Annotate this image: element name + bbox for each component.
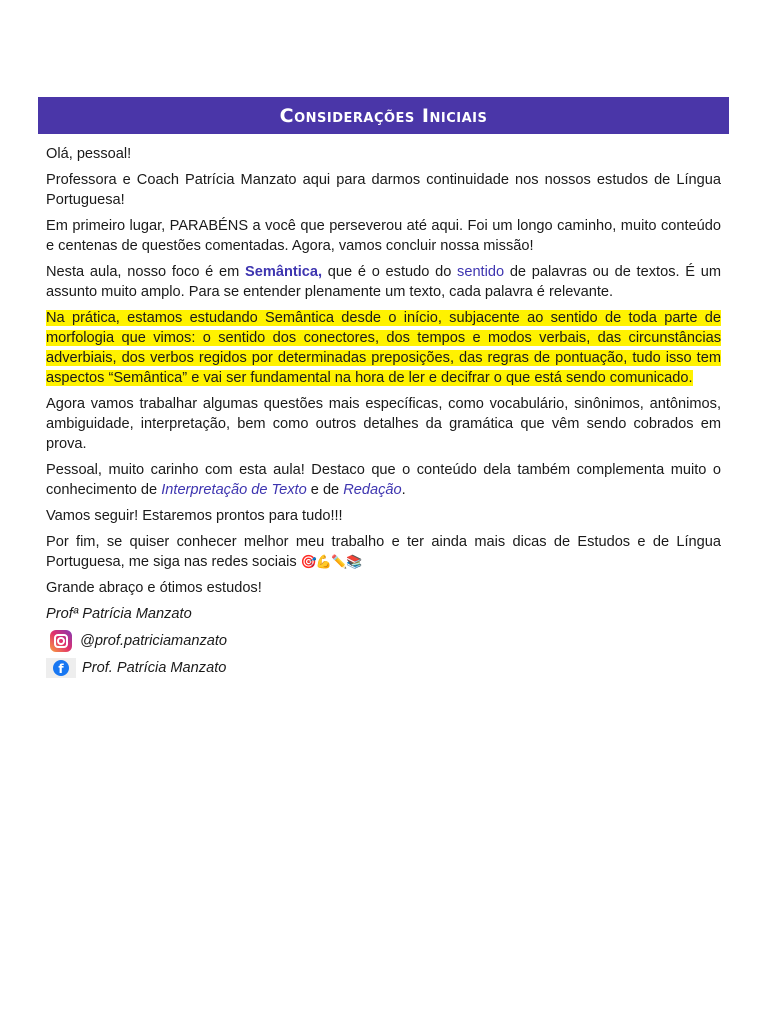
facebook-icon: f xyxy=(53,660,69,676)
redacao-link[interactable]: Redação xyxy=(343,482,402,498)
section-title: Considerações Iniciais xyxy=(279,104,488,127)
go-paragraph: Vamos seguir! Estaremos prontos para tudo!!! xyxy=(46,508,343,524)
document-page xyxy=(38,97,729,684)
focus-paragraph xyxy=(46,262,721,302)
highlighted-paragraph xyxy=(46,308,721,388)
semantica-term: Semântica, xyxy=(245,264,323,280)
specific-paragraph: Agora vamos trabalhar algumas questões mais específicas, como vocabulário, sinônimos, antônimos, ambiguidade, interpretação, bem como outros detalhes da gramática que vêm sendo cobrados em prova. xyxy=(46,396,721,452)
facebook-icon-wrap xyxy=(46,658,76,678)
care-text-c: . xyxy=(401,482,406,498)
signature: Profª Patrícia Manzato xyxy=(46,606,192,622)
document-body xyxy=(38,144,729,678)
finally-text: Por fim, se quiser conhecer melhor meu trabalho e ter ainda mais dicas de Estudos e de Língua Portuguesa, me siga nas redes sociais xyxy=(46,534,721,570)
interpretacao-link[interactable]: Interpretação de Texto xyxy=(161,482,307,498)
greeting-paragraph: Olá, pessoal! xyxy=(46,146,132,162)
closing-paragraph: Grande abraço e ótimos estudos! xyxy=(46,580,262,596)
focus-text-b: que é o estudo do xyxy=(322,264,458,280)
facebook-name[interactable]: Prof. Patrícia Manzato xyxy=(82,660,227,676)
finally-paragraph xyxy=(46,532,721,572)
care-paragraph xyxy=(46,460,721,500)
instagram-row[interactable] xyxy=(46,630,721,652)
focus-text-c: de palavras ou de textos. É um assunto muito amplo. Para se entender plenamente um texto, cada palavra é relevante. xyxy=(46,264,721,300)
focus-text-a: Nesta aula, nosso foco é em xyxy=(46,264,246,280)
emoji-icons: 🎯💪✏️📚 xyxy=(300,554,362,569)
instagram-icon xyxy=(50,630,72,652)
facebook-row[interactable] xyxy=(46,658,721,678)
sentido-term: sentido xyxy=(457,264,505,280)
instagram-handle[interactable]: @prof.patriciamanzato xyxy=(80,633,228,649)
intro-paragraph: Professora e Coach Patrícia Manzato aqui para darmos continuidade nos nossos estudos de Língua Portuguesa! xyxy=(46,172,721,208)
care-text-a: Pessoal, muito carinho com esta aula! Destaco que o conteúdo dela também complementa muito o conhecimento de xyxy=(46,462,721,498)
section-banner xyxy=(38,97,729,134)
care-text-b: e de xyxy=(306,482,344,498)
congrats-paragraph: Em primeiro lugar, PARABÉNS a você que perseverou até aqui. Foi um longo caminho, muito conteúdo e centenas de questões comentadas. Agora, vamos concluir nossa missão! xyxy=(46,218,721,254)
highlighted-text: Na prática, estamos estudando Semântica desde o início, subjacente ao sentido de toda parte de morfologia que vimos: o sentido dos conectores, dos tempos e modos verbais, das circunstâncias adverbiais, dos verbos regidos por determinadas preposições, das regras de pontuação, tudo isso tem aspectos “Semântica” e vai ser fundamental na hora de ler e decifrar o que está sendo comunicado. xyxy=(46,310,721,386)
